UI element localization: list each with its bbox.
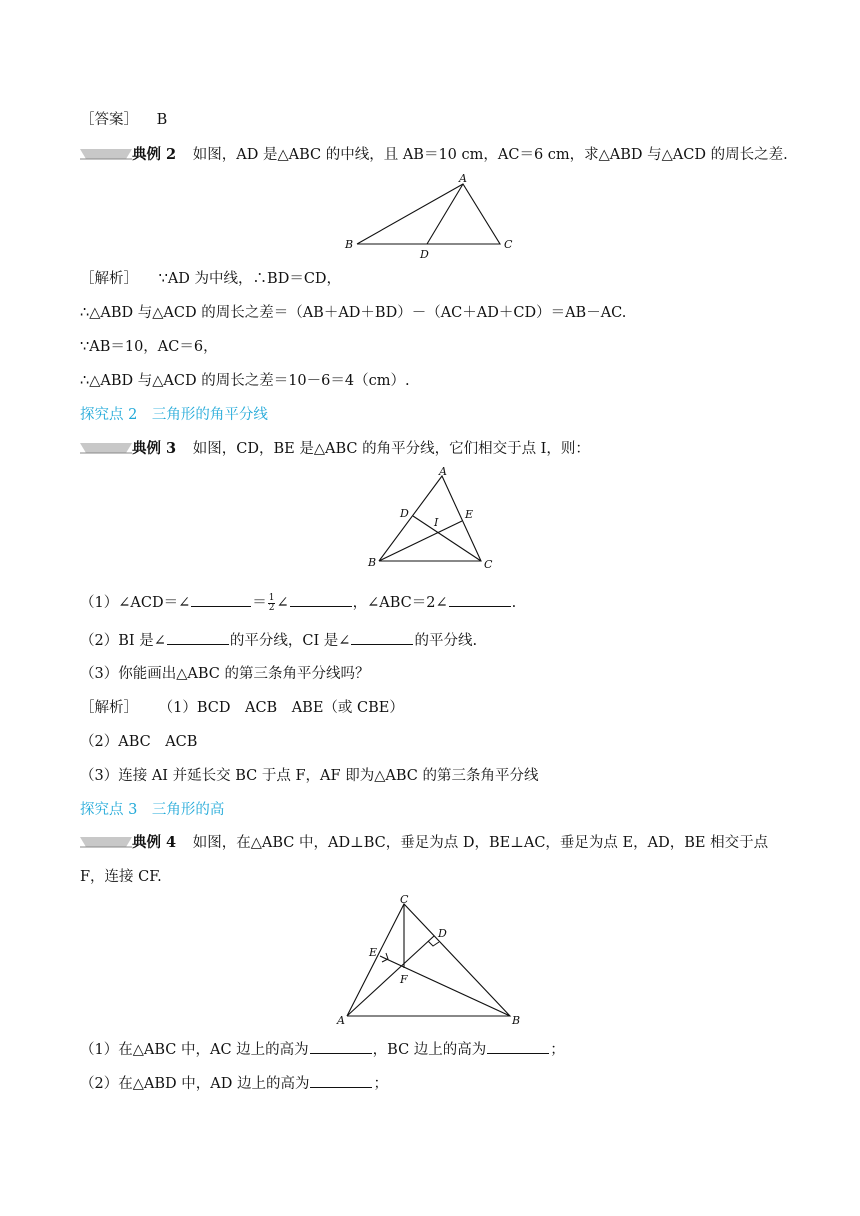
blank-8[interactable]	[310, 1073, 372, 1088]
figure-triangle-bisectors	[362, 466, 502, 576]
blank-6[interactable]	[310, 1039, 372, 1054]
example-4-tag: 典例 4	[132, 834, 177, 851]
example-3-text: 如图，CD，BE 是△ABC 的角平分线，它们相交于点 I，则：	[192, 441, 590, 457]
fig2-label-B: B	[345, 238, 354, 251]
ex2-solution-line-1	[80, 269, 341, 289]
ex3-part-1	[80, 592, 516, 613]
ex3-part-3: （3）你能画出△ABC 的第三条角平分线吗？	[80, 666, 370, 682]
example-3-tag: 典例 3	[132, 440, 177, 457]
example-3-question	[80, 439, 590, 459]
fig2-label-A: A	[459, 172, 467, 185]
ex4-p2-text-b: ；	[373, 1076, 388, 1092]
ex3-answer-1: （1）BCD ACB ABE（或 CBE）	[158, 700, 404, 716]
blank-2[interactable]	[290, 592, 352, 607]
ex3-p1-text-c: ∠	[276, 595, 289, 611]
fig2-label-C: C	[504, 238, 513, 251]
example-4-text-1: 如图，在△ABC 中，AD⊥BC，垂足为点 D，BE⊥AC，垂足为点 E，AD，BE 相交于点	[192, 835, 769, 851]
ex3-solution-line-1	[80, 698, 404, 718]
ex4-p1-text-c: ；	[550, 1042, 565, 1058]
example-4-question-line-1	[80, 833, 768, 853]
blank-3[interactable]	[449, 592, 511, 607]
fig3-label-A: A	[439, 466, 447, 478]
fraction-numerator: 1	[268, 592, 275, 603]
section-heading-point-3: 探究点 3 三角形的高	[80, 802, 225, 818]
fig3-label-I: I	[434, 516, 439, 529]
blank-1[interactable]	[191, 592, 251, 607]
section-heading-point-2: 探究点 2 三角形的角平分线	[80, 407, 268, 423]
blank-4[interactable]	[167, 630, 229, 645]
ex3-part-2	[80, 630, 477, 651]
ex4-part-1	[80, 1039, 565, 1060]
fig4-label-A: A	[337, 1014, 345, 1027]
ex3-answer-2: （2）ABC ACB	[80, 734, 198, 750]
fig4-label-E: E	[369, 946, 378, 959]
answer-value: B	[156, 112, 168, 128]
ex2-solution-step-1: ∵AD 为中线，∴BD＝CD，	[158, 271, 342, 287]
figure-triangle-median	[340, 172, 520, 264]
fig3-label-B: B	[368, 556, 377, 569]
ex3-p1-text-a: （1）∠ACD＝∠	[80, 595, 191, 611]
fig3-label-C: C	[484, 558, 493, 571]
ex3-p2-text-a: （2）BI 是∠	[80, 633, 166, 649]
blank-7[interactable]	[487, 1039, 549, 1054]
example-4-question-line-2: F，连接 CF.	[80, 869, 162, 885]
ex4-p2-text-a: （2）在△ABD 中，AD 边上的高为	[80, 1076, 310, 1092]
ex2-solution-step-4: ∴△ABD 与△ACD 的周长之差＝10－6＝4（cm）.	[80, 373, 410, 389]
blank-5[interactable]	[351, 630, 413, 645]
example-2-question	[80, 145, 788, 165]
ex4-p1-text-b: ，BC 边上的高为	[372, 1042, 487, 1058]
fig4-label-C: C	[400, 893, 409, 906]
answer-label: ［答案］	[80, 112, 138, 128]
ex3-solution-label: ［解析］	[80, 700, 138, 716]
ex3-p2-text-b: 的平分线，CI 是∠	[229, 633, 351, 649]
ex3-p1-text-d: ，∠ABC＝2∠	[352, 595, 448, 611]
ex2-solution-step-3: ∵AB＝10，AC＝6，	[80, 339, 218, 355]
ex4-part-2	[80, 1073, 388, 1094]
ex3-p2-text-c: 的平分线.	[414, 633, 478, 649]
ex3-p1-text-b: ＝	[252, 595, 267, 611]
fig4-label-B: B	[512, 1014, 521, 1027]
fraction-denominator: 2	[268, 602, 275, 613]
ex3-answer-3: （3）连接 AI 并延长交 BC 于点 F，AF 即为△ABC 的第三条角平分线	[80, 768, 539, 784]
fig3-label-D: D	[400, 507, 409, 520]
ex2-solution-step-2: ∴△ABD 与△ACD 的周长之差＝（AB＋AD＋BD）－（AC＋AD＋CD）＝AB－AC.	[80, 305, 627, 321]
fig2-label-D: D	[420, 248, 429, 261]
fraction-one-half	[268, 594, 276, 613]
figure-triangle-altitudes	[334, 892, 534, 1030]
ex4-p1-text-a: （1）在△ABC 中，AC 边上的高为	[80, 1042, 309, 1058]
fig4-label-D: D	[438, 927, 447, 940]
answer-line	[80, 110, 167, 130]
example-2-tag: 典例 2	[132, 146, 177, 163]
fig3-label-E: E	[465, 508, 474, 521]
fig4-label-F: F	[400, 973, 408, 986]
example-2-text: 如图，AD 是△ABC 的中线，且 AB＝10 cm，AC＝6 cm，求△ABD 与△ACD 的周长之差.	[192, 147, 788, 163]
ex3-p1-text-e: .	[511, 595, 517, 611]
ex2-solution-label: ［解析］	[80, 271, 138, 287]
